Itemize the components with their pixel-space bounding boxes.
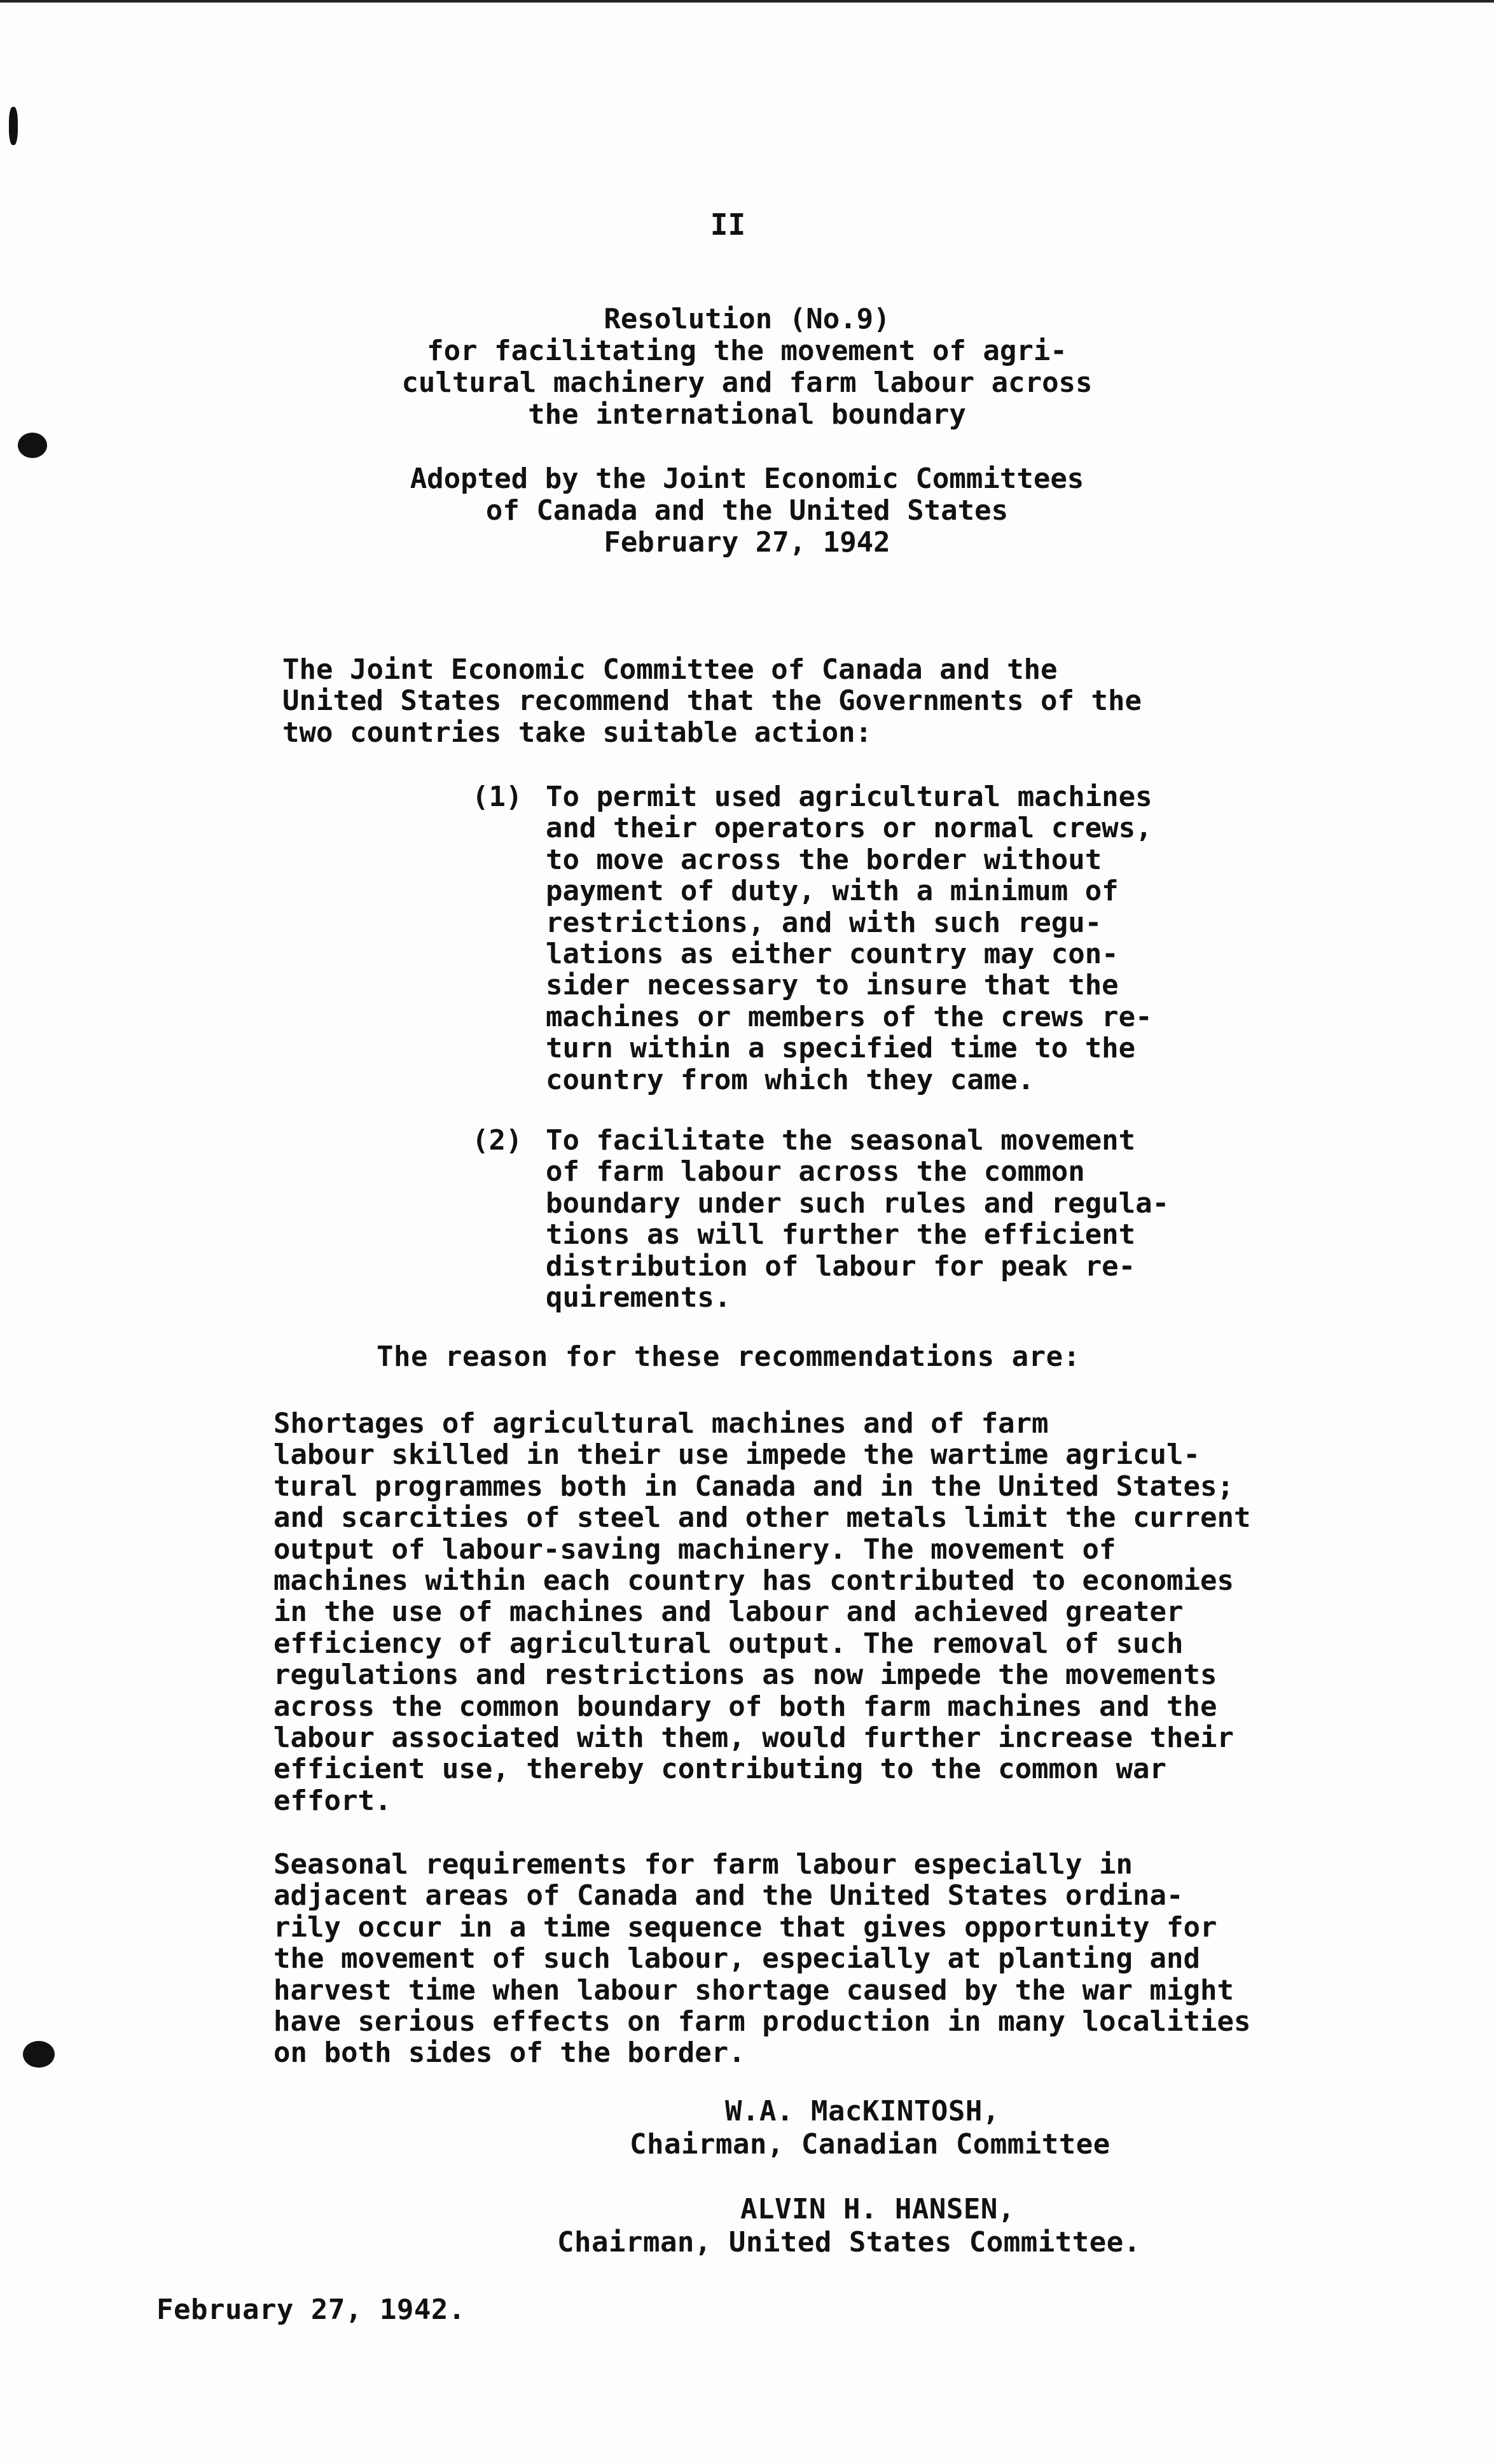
- item-number-1: (1): [472, 781, 523, 813]
- top-edge-rule: [0, 0, 1494, 3]
- adopted-line1: Adopted by the Joint Economic Committees: [410, 463, 1084, 495]
- adopted-date: February 27, 1942: [604, 526, 890, 559]
- signatory-title-us: Chairman, United States Committee.: [557, 2226, 1141, 2259]
- resolution-title-line3: cultural machinery and farm labour across: [401, 366, 1093, 399]
- page-number: II: [710, 207, 746, 242]
- resolution-title-line4: the international boundary: [528, 398, 966, 431]
- adopted-line2: of Canada and the United States: [485, 494, 1009, 527]
- signatory-title-canada: Chairman, Canadian Committee: [630, 2128, 1110, 2161]
- item-text-1: To permit used agricultural machines and their operators or normal crews, to move across the border without payment of duty, with a minimum of restrictions, and with such regu- lations as either country may con- sider necessary to insure that the machines or members of the crews re- turn within a specified time to the country from which they came.: [546, 781, 1152, 1096]
- margin-scribble-mark: [9, 107, 18, 145]
- footer-date: February 27, 1942.: [156, 2293, 466, 2326]
- resolution-title-line1: Resolution (No.9): [604, 303, 890, 335]
- punch-hole-mark: [18, 433, 47, 458]
- item-number-2: (2): [472, 1124, 523, 1157]
- reasons-paragraph-2: Seasonal requirements for farm labour especially in adjacent areas of Canada and the United States ordina- rily occur in a time sequence that gives opportunity for the movement of such labour, especially at planting and harvest time when labour shortage caused by the war might have serious effects on farm production in many localities on both sides of the border.: [273, 1848, 1251, 2070]
- reasons-heading: The reason for these recommendations are:: [377, 1340, 1081, 1373]
- intro-paragraph: The Joint Economic Committee of Canada and the United States recommend that the Governments of the two countries take suitable action:: [282, 653, 1142, 749]
- signatory-name-us: ALVIN H. HANSEN,: [740, 2193, 1015, 2225]
- signatory-name-canada: W.A. MacKINTOSH,: [725, 2095, 1000, 2127]
- item-text-2: To facilitate the seasonal movement of farm labour across the common boundary under such rules and regula- tions as will further the efficient distribution of labour for peak re- quirements.: [546, 1124, 1170, 1314]
- reasons-paragraph-1: Shortages of agricultural machines and of farm labour skilled in their use impede the wartime agricul- tural programmes both in Canada and in the United States; and scarcities of steel and other metals limit the current output of labour-saving machinery. The movement of machines within each country has contributed to economies in the use of machines and labour and achieved greater efficiency of agricultural output. The removal of such regulations and restrictions as now impede the movements across the common boundary of both farm machines and the labour associated with them, would further increase their efficient use, thereby contributing to the common war effort.: [273, 1407, 1251, 1817]
- resolution-title-line2: for facilitating the movement of agri-: [427, 335, 1067, 367]
- punch-hole-mark: [23, 2041, 55, 2068]
